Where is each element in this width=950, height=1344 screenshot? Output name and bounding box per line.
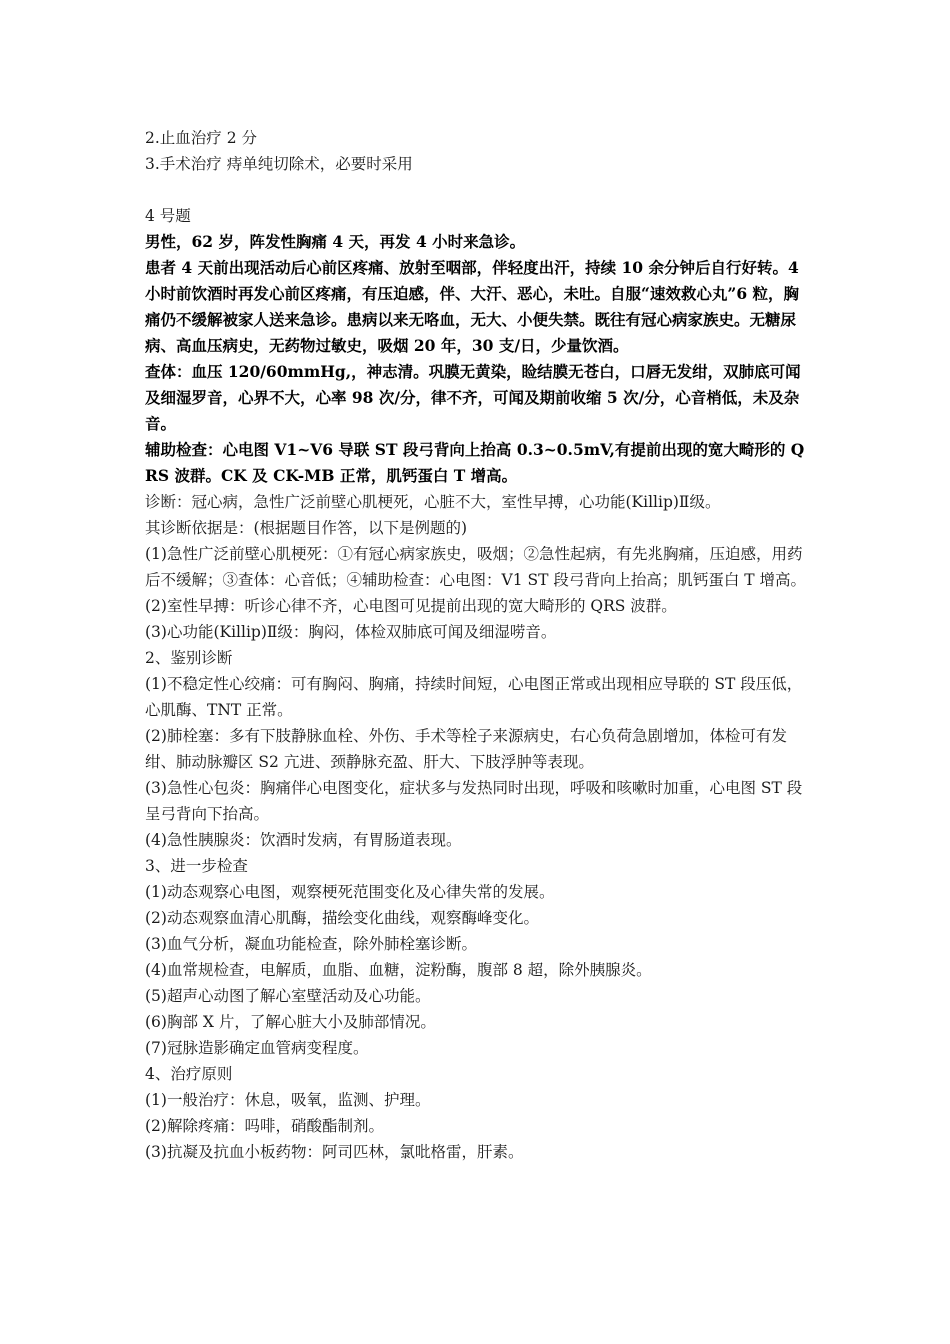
- case-chief-complaint: 男性，62 岁，阵发性胸痛 4 天，再发 4 小时来急诊。: [145, 232, 526, 251]
- answer-line: 诊断：冠心病，急性广泛前壁心肌梗死，心脏不大，室性早搏，心功能(Killip)Ⅱ级。: [145, 493, 721, 511]
- answer-section: [145, 489, 810, 1165]
- case-auxiliary-exam: 辅助检查：心电图 V1~V6 导联 ST 段弓背向上抬高 0.3~0.5mV,有提前出现的宽大畸形的 QRS 波群。CK 及 CK-MB 正常，肌钙蛋白 T 增高。: [145, 440, 805, 485]
- answer-line: (7)冠脉造影确定血管病变程度。: [145, 1039, 369, 1057]
- answer-line: (4)血常规检查，电解质，血脂、血糖，淀粉酶，腹部 8 超，除外胰腺炎。: [145, 961, 652, 979]
- section-heading: 4、治疗原则: [145, 1065, 233, 1083]
- case-physical-exam: 查体：血压 120/60mmHg,，神志清。巩膜无黄染，睑结膜无苍白，口唇无发绀，双肺底可闻及细湿罗音，心界不大，心率 98 次/分，律不齐，可闻及期前收缩 5 次/分，心音梢低，未及杂音。: [145, 362, 801, 433]
- blank-line: [145, 177, 810, 203]
- text-line: 2.止血治疗 2 分: [145, 129, 258, 147]
- answer-line: (2)解除疼痛：吗啡，硝酸酯制剂。: [145, 1117, 384, 1135]
- answer-line: (3)血气分析，凝血功能检查，除外肺栓塞诊断。: [145, 935, 477, 953]
- answer-line: (3)抗凝及抗血小板药物：阿司匹林，氯吡格雷，肝素。: [145, 1143, 524, 1161]
- answer-line: (1)不稳定性心绞痛：可有胸闷、胸痛，持续时间短，心电图正常或出现相应导联的 ST 段压低，心肌酶、TNT 正常。: [145, 675, 803, 719]
- answer-line: (2)室性早搏：听诊心律不齐，心电图可见提前出现的宽大畸形的 QRS 波群。: [145, 597, 677, 615]
- answer-line: 其诊断依据是：(根据题目作答，以下是例题的): [145, 519, 468, 537]
- document-body: [145, 125, 810, 1165]
- question-title: 4 号题: [145, 207, 191, 225]
- section-heading: 3、进一步检查: [145, 857, 248, 875]
- answer-line: (3)急性心包炎：胸痛伴心电图变化，症状多与发热同时出现，呼吸和咳嗽时加重，心电图 ST 段呈弓背向下抬高。: [145, 779, 803, 823]
- answer-line: (2)动态观察血清心肌酶，描绘变化曲线，观察酶峰变化。: [145, 909, 539, 927]
- answer-line: (2)肺栓塞：多有下肢静脉血栓、外伤、手术等栓子来源病史，右心负荷急剧增加，体检可有发绀、肺动脉瓣区 S2 亢进、颈静脉充盈、肝大、下肢浮肿等表现。: [145, 727, 787, 771]
- answer-line: (5)超声心动图了解心室壁活动及心功能。: [145, 987, 431, 1005]
- answer-line: (1)一般治疗：休息，吸氧，监测、护理。: [145, 1091, 431, 1109]
- answer-line: (3)心功能(Killip)Ⅱ级：胸闷，体检双肺底可闻及细湿唠音。: [145, 623, 557, 641]
- answer-line: (1)急性广泛前壁心肌梗死：①有冠心病家族史，吸烟；②急性起病，有先兆胸痛，压迫感，用药后不缓解；③查体：心音低；④辅助检查：心电图：V1 ST 段弓背向上抬高；肌钙蛋白 T 增高。: [145, 545, 807, 589]
- section-heading: 2、鉴别诊断: [145, 649, 233, 667]
- text-line: 3.手术治疗 痔单纯切除术，必要时采用: [145, 155, 413, 173]
- case-history: 患者 4 天前出现活动后心前区疼痛、放射至咽部，伴轻度出汗，持续 10 余分钟后自行好转。4 小时前饮酒时再发心前区疼痛，有压迫感，伴、大汗、恶心，未吐。自服“速效救心丸”6 粒，胸痛仍不缓解被家人送来急诊。患病以来无咯血，无大、小便失禁。既往有冠心病家族史。无糖尿病、高血压病史，无药物过敏史，吸烟 20 年，30 支/日，少量饮酒。: [145, 258, 800, 355]
- answer-line: (1)动态观察心电图，观察梗死范围变化及心律失常的发展。: [145, 883, 555, 901]
- answer-line: (4)急性胰腺炎：饮酒时发病，有胃肠道表现。: [145, 831, 462, 849]
- answer-line: (6)胸部 X 片，了解心脏大小及肺部情况。: [145, 1013, 436, 1031]
